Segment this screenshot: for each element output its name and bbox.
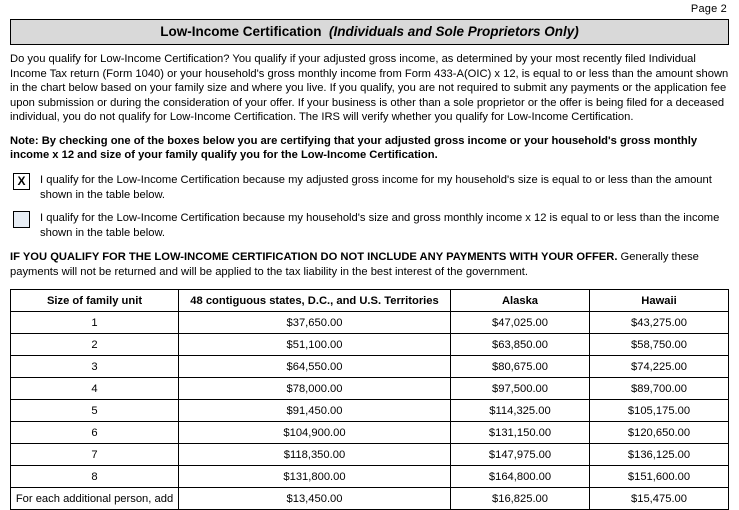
qualify-notice-bold: IF YOU QUALIFY FOR THE LOW-INCOME CERTIFICATION DO NOT INCLUDE ANY PAYMENTS WITH YOUR OFFER. xyxy=(10,251,618,264)
cell-family-size: 3 xyxy=(11,356,179,378)
checkbox-monthly-income[interactable] xyxy=(13,211,30,228)
cell-contiguous: $131,800.00 xyxy=(179,466,451,488)
table-header-row xyxy=(11,290,729,312)
section-subtitle: (Individuals and Sole Proprietors Only) xyxy=(328,24,579,39)
cell-alaska: $63,850.00 xyxy=(451,334,590,356)
cell-contiguous: $37,650.00 xyxy=(179,312,451,334)
checkbox-agi-label: I qualify for the Low-Income Certification because my adjusted gross income for my household's size is equal to or less than the amount shown in the table below. xyxy=(40,173,712,201)
cell-family-size: For each additional person, add xyxy=(11,488,179,510)
cell-hawaii: $105,175.00 xyxy=(590,400,729,422)
cell-alaska: $147,975.00 xyxy=(451,444,590,466)
table-row xyxy=(11,312,729,334)
table-row xyxy=(11,422,729,444)
cell-contiguous: $64,550.00 xyxy=(179,356,451,378)
cell-contiguous: $91,450.00 xyxy=(179,400,451,422)
cell-alaska: $164,800.00 xyxy=(451,466,590,488)
cell-alaska: $114,325.00 xyxy=(451,400,590,422)
cell-contiguous: $13,450.00 xyxy=(179,488,451,510)
table-row xyxy=(11,356,729,378)
cell-alaska: $16,825.00 xyxy=(451,488,590,510)
cell-hawaii: $151,600.00 xyxy=(590,466,729,488)
cell-alaska: $131,150.00 xyxy=(451,422,590,444)
column-header-contiguous-states: 48 contiguous states, D.C., and U.S. Territories xyxy=(179,290,451,312)
cell-family-size: 1 xyxy=(11,312,179,334)
cell-family-size: 5 xyxy=(11,400,179,422)
cell-contiguous: $118,350.00 xyxy=(179,444,451,466)
cell-hawaii: $89,700.00 xyxy=(590,378,729,400)
cell-hawaii: $43,275.00 xyxy=(590,312,729,334)
cell-hawaii: $74,225.00 xyxy=(590,356,729,378)
table-row xyxy=(11,444,729,466)
cell-contiguous: $78,000.00 xyxy=(179,378,451,400)
cell-hawaii: $15,475.00 xyxy=(590,488,729,510)
intro-paragraph: Do you qualify for Low-Income Certification? You qualify if your adjusted gross income, as determined by your most recently filed Individual Income Tax return (Form 1040) or your household's gross monthly income from Form 433-A(OIC) x 12, is equal to or less than the amount shown in the chart below based on your family size and where you live. If you qualify, you are not required to submit any payments or the application fee upon submission or during the consideration of your offer. If your business is other than a sole proprietor or the offer is being filed for a deceased individual, you do not qualify for Low-Income Certification. The IRS will verify whether you qualify for Low-Income Certification. xyxy=(10,53,729,124)
low-income-threshold-table xyxy=(10,289,729,510)
column-header-hawaii: Hawaii xyxy=(590,290,729,312)
cell-contiguous: $104,900.00 xyxy=(179,422,451,444)
table-row xyxy=(11,400,729,422)
cell-alaska: $47,025.00 xyxy=(451,312,590,334)
qualify-notice xyxy=(10,250,729,279)
table-row xyxy=(11,466,729,488)
qualify-notice-rest: Generally these payments will not be returned and will be applied to the tax liability in the best interest of the government. xyxy=(10,251,699,278)
cell-family-size: 7 xyxy=(11,444,179,466)
note-paragraph: Note: By checking one of the boxes below you are certifying that your adjusted gross income or your household's gross monthly income x 12 and size of your family qualify you for the Low-Income Certification. xyxy=(10,134,698,162)
cell-hawaii: $58,750.00 xyxy=(590,334,729,356)
column-header-alaska: Alaska xyxy=(451,290,590,312)
table-row xyxy=(11,378,729,400)
page-number: Page 2 xyxy=(690,3,727,15)
low-income-certification-option-2[interactable] xyxy=(10,210,729,240)
cell-contiguous: $51,100.00 xyxy=(179,334,451,356)
cell-hawaii: $136,125.00 xyxy=(590,444,729,466)
cell-family-size: 8 xyxy=(11,466,179,488)
checkbox-agi[interactable]: X xyxy=(13,173,30,190)
cell-alaska: $80,675.00 xyxy=(451,356,590,378)
low-income-certification-option-1[interactable] xyxy=(10,172,729,202)
column-header-family-size: Size of family unit xyxy=(11,290,179,312)
checkbox-monthly-income-label: I qualify for the Low-Income Certification because my household's size and gross monthly income x 12 is equal to or less than the income shown in the table below. xyxy=(40,212,720,239)
table-row xyxy=(11,334,729,356)
cell-family-size: 6 xyxy=(11,422,179,444)
section-header xyxy=(10,19,729,45)
cell-family-size: 2 xyxy=(11,334,179,356)
cell-family-size: 4 xyxy=(11,378,179,400)
cell-hawaii: $120,650.00 xyxy=(590,422,729,444)
cell-alaska: $97,500.00 xyxy=(451,378,590,400)
section-title: Low-Income Certification xyxy=(160,24,322,39)
table-row xyxy=(11,488,729,510)
